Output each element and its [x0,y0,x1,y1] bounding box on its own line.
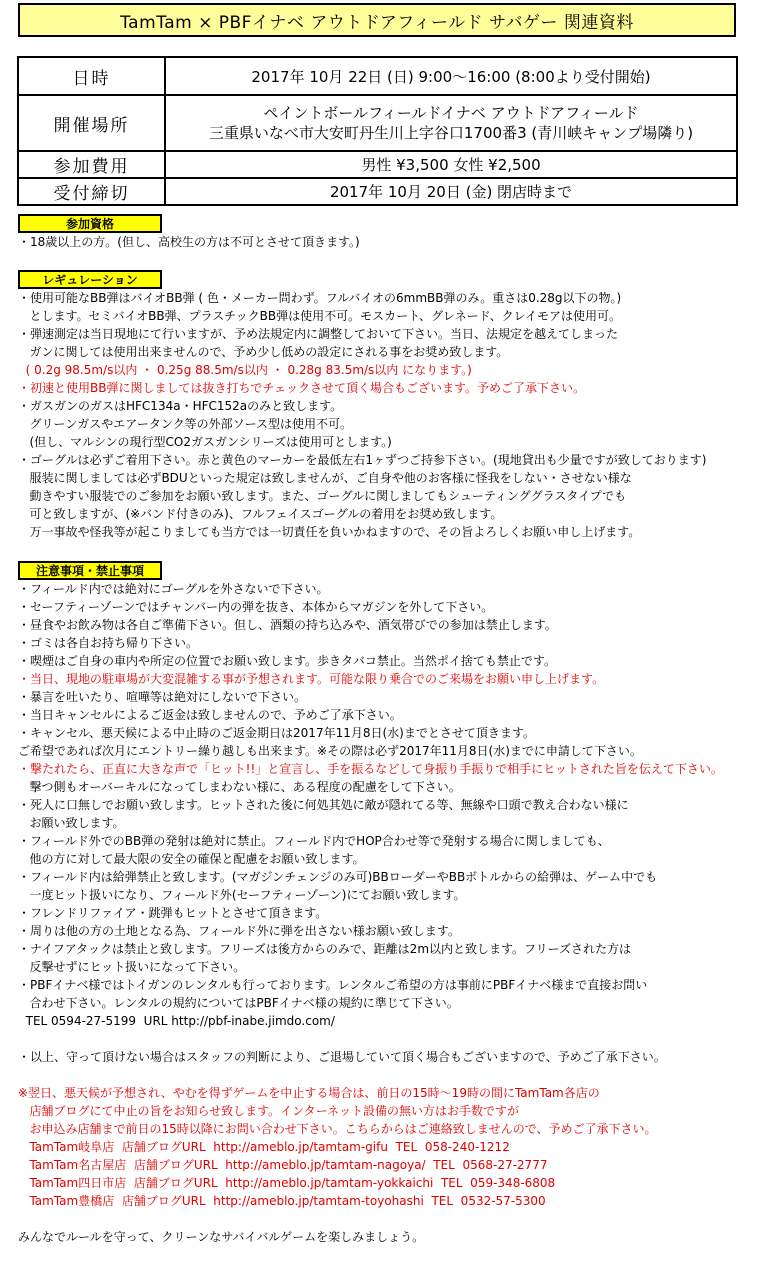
text-line: ・使用可能なBB弾はバイオBB弾 ( 色・メーカー問わず。フルバイオの6mmBB弾のみ。重さは0.28g以下の物。) [18,291,622,305]
text-line: グリーンガスやエアータンク等の外部ソース型は使用不可。 [18,417,353,431]
venue-label: 開催場所 [18,95,165,151]
text-line: ・以上、守って頂けない場合はスタッフの判断により、ご退場していて頂く場合もございますので、予めご了承下さい。 [18,1050,666,1064]
section-heading-rules: 注意事項・禁止事項 [18,561,162,580]
text-line: 動きやすい服装でのご参加をお願い致します。また、ゴーグルに関しましてもシューティンググラスタイプでも [18,489,627,503]
text-line: 可と致しますが、(※バンド付きのみ)、フルフェイスゴーグルの着用をお奨め致します。 [18,507,503,521]
text-line: ・弾速測定は当日現地にて行いますが、予め法規定内に調整しておいて下さい。当日、法規定を越えてしまった [18,327,619,341]
section-text [18,580,723,1246]
text-line [18,1066,723,1084]
section-text [18,233,360,251]
text-line: ・初速と使用BB弾に関しましては抜き打ちでチェックさせて頂く場合もございます。予めご了承下さい。 [18,381,586,395]
date-value: 2017年 10月 22日 (日) 9:00～16:00 (8:00より受付開始) [165,57,737,95]
text-line: ・死人に口無しでお願い致します。ヒットされた後に何処其処に敵が隠れてる等、無線や口頭で教え合わない様に [18,798,629,812]
text-line: ・ガスガンのガスはHFC134a・HFC152aのみと致します。 [18,399,343,413]
text-line: ( 0.2g 98.5m/s以内 ・ 0.25g 88.5m/s以内 ・ 0.28g 83.5m/s以内 になります。) [18,363,472,377]
deadline-row [18,178,737,205]
text-line: 他の方に対して最大限の安全の確保と配慮をお願い致します。 [18,852,365,866]
text-line: お申込み店舗まで前日の15時以降にお問い合わせ下さい。こちらからはご連絡致しませんので、予めご了承下さい。 [18,1122,657,1136]
text-line: ・PBFイナベ様ではトイガンのレンタルも行っております。レンタルご希望の方は事前にPBFイナベ様まで直接お問い [18,978,648,992]
deadline-label: 受付締切 [18,178,165,205]
venue-address: 三重県いなべ市大安町丹生川上字谷口1700番3 (青川峡キャンプ場隣り) [208,124,694,142]
fee-value: 男性 ¥3,500 女性 ¥2,500 [165,151,737,178]
text-line: 反撃せずにヒット扱いになって下さい。 [18,960,246,974]
text-line: ・フィールド内は給弾禁止と致します。(マガジンチェンジのみ可)BBローダーやBBボトルからの給弾は、ゲーム中でも [18,870,658,884]
text-line: ・ゴーグルは必ずご着用下さい。赤と黄色のマーカーを最低左右1ヶずつご持参下さい。(現地貸出も少量ですが致しております) [18,453,707,467]
text-line [18,1210,723,1228]
text-line: 合わせ下さい。レンタルの規約についてはPBFイナベ様の規約に準じて下さい。 [18,996,459,1010]
text-line: TamTam豊橋店 店舗ブログURL http://ameblo.jp/tamtam-toyohashi TEL 0532-57-5300 [18,1194,546,1208]
fee-row [18,151,737,178]
text-line: ・撃たれたら、正直に大きな声で「ヒット!!」と宣言し、手を振るなどして身振り手振りで相手にヒットされた旨を伝えて下さい。 [18,762,723,776]
text-line: (但し、マルシンの現行型CO2ガスガンシリーズは使用可とします。) [18,435,392,449]
fee-label: 参加費用 [18,151,165,178]
text-line: 万一事故や怪我等が起こりましても当方では一切責任を負いかねますので、その旨よろしくお願い申し上げます。 [18,525,641,539]
text-line: ・喫煙はご自身の車内や所定の位置でお願い致します。歩きタバコ禁止。当然ポイ捨ても禁止です。 [18,654,556,668]
text-line: ・当日、現地の駐車場が大変混雑する事が予想されます。可能な限り乗合でのご来場をお願い申し上げます。 [18,672,605,686]
text-line: 服装に関しましては必ずBDUといった規定は致しませんが、ご自身や他のお客様に怪我をしない・させない様な [18,471,632,485]
text-line: ・昼食やお飲み物は各自ご準備下さい。但し、酒類の持ち込みや、酒気帯びでの参加は禁止します。 [18,618,557,632]
text-line: お願い致します。 [18,816,125,830]
text-line [18,1030,723,1048]
text-line: TamTam名古屋店 店舗ブログURL http://ameblo.jp/tamtam-nagoya/ TEL 0568-27-2777 [18,1158,548,1172]
text-line: ・キャンセル、悪天候による中止時のご返金期日は2017年11月8日(水)までとさせて頂きます。 [18,726,535,740]
text-line: 撃つ側もオーバーキルになってしまわない様に、ある程度の配慮をして下さい。 [18,780,461,794]
text-line: TEL 0594-27-5199 URL http://pbf-inabe.jimdo.com/ [18,1014,335,1028]
venue-name: ペイントボールフィールドイナベ アウトドアフィールド [263,104,639,122]
section-heading-regulation: レギュレーション [18,270,162,289]
venue-value [165,95,737,151]
section-heading-eligibility: 参加資格 [18,214,162,233]
section-text [18,289,706,541]
text-line: ・セーフティーゾーンではチャンバー内の弾を抜き、本体からマガジンを外して下さい。 [18,600,494,614]
text-line: 店舗ブログにて中止の旨をお知らせ致します。インターネット設備の無い方はお手数ですが [18,1104,520,1118]
text-line: TamTam岐阜店 店舗ブログURL http://ameblo.jp/tamtam-gifu TEL 058-240-1212 [18,1140,510,1154]
text-line: ・ゴミは各自お持ち帰り下さい。 [18,636,199,650]
text-line: ・当日キャンセルによるご返金は致しませんので、予めご了承下さい。 [18,708,402,722]
text-line: ・周りは他の方の土地となる為、フィールド外に弾を出さない様お願い致します。 [18,924,460,938]
text-line: 一度ヒット扱いになり、フィールド外(セーフティーゾーン)にてお願い致します。 [18,888,466,902]
text-line: みんなでルールを守って、クリーンなサバイバルゲームを楽しみましょう。 [18,1230,425,1244]
document-title: TamTam × PBFイナベ アウトドアフィールド サバゲー 関連資料 [18,3,736,37]
event-info-table [17,56,738,206]
text-line: とします。セミバイオBB弾、プラスチックBB弾は使用不可。モスカート、グレネード、クレイモアは使用可。 [18,309,621,323]
venue-row [18,95,737,151]
text-line: ・フィールド内では絶対にゴーグルを外さないで下さい。 [18,582,329,596]
text-line: TamTam四日市店 店舗ブログURL http://ameblo.jp/tamtam-yokkaichi TEL 059-348-6808 [18,1176,556,1190]
text-line: ・暴言を吐いたり、喧嘩等は絶対にしないで下さい。 [18,690,307,704]
text-line: ・フィールド外でのBB弾の発射は絶対に禁止。フィールド内でHOP合わせ等で発射する場合に関しましても、 [18,834,610,848]
text-line: ・フレンドリファイア・跳弾もヒットとさせて頂きます。 [18,906,328,920]
date-label: 日時 [18,57,165,95]
text-line: ・18歳以上の方。(但し、高校生の方は不可とさせて頂きます。) [18,235,360,249]
text-line: ※翌日、悪天候が予想され、やむを得ずゲームを中止する場合は、前日の15時～19時の間にTamTam各店の [18,1086,600,1100]
text-line: ・ナイフアタックは禁止と致します。フリーズは後方からのみで、距離は2m以内と致します。フリーズされた方は [18,942,631,956]
text-line: ガンに関しては使用出来ませんので、予め少し低めの設定にされる事をお奨め致します。 [18,345,509,359]
text-line: ご希望であれば次月にエントリー繰り越しも出来ます。※その際は必ず2017年11月8日(水)までに申請して下さい。 [18,744,642,758]
deadline-value: 2017年 10月 20日 (金) 閉店時まで [165,178,737,205]
date-row [18,57,737,95]
